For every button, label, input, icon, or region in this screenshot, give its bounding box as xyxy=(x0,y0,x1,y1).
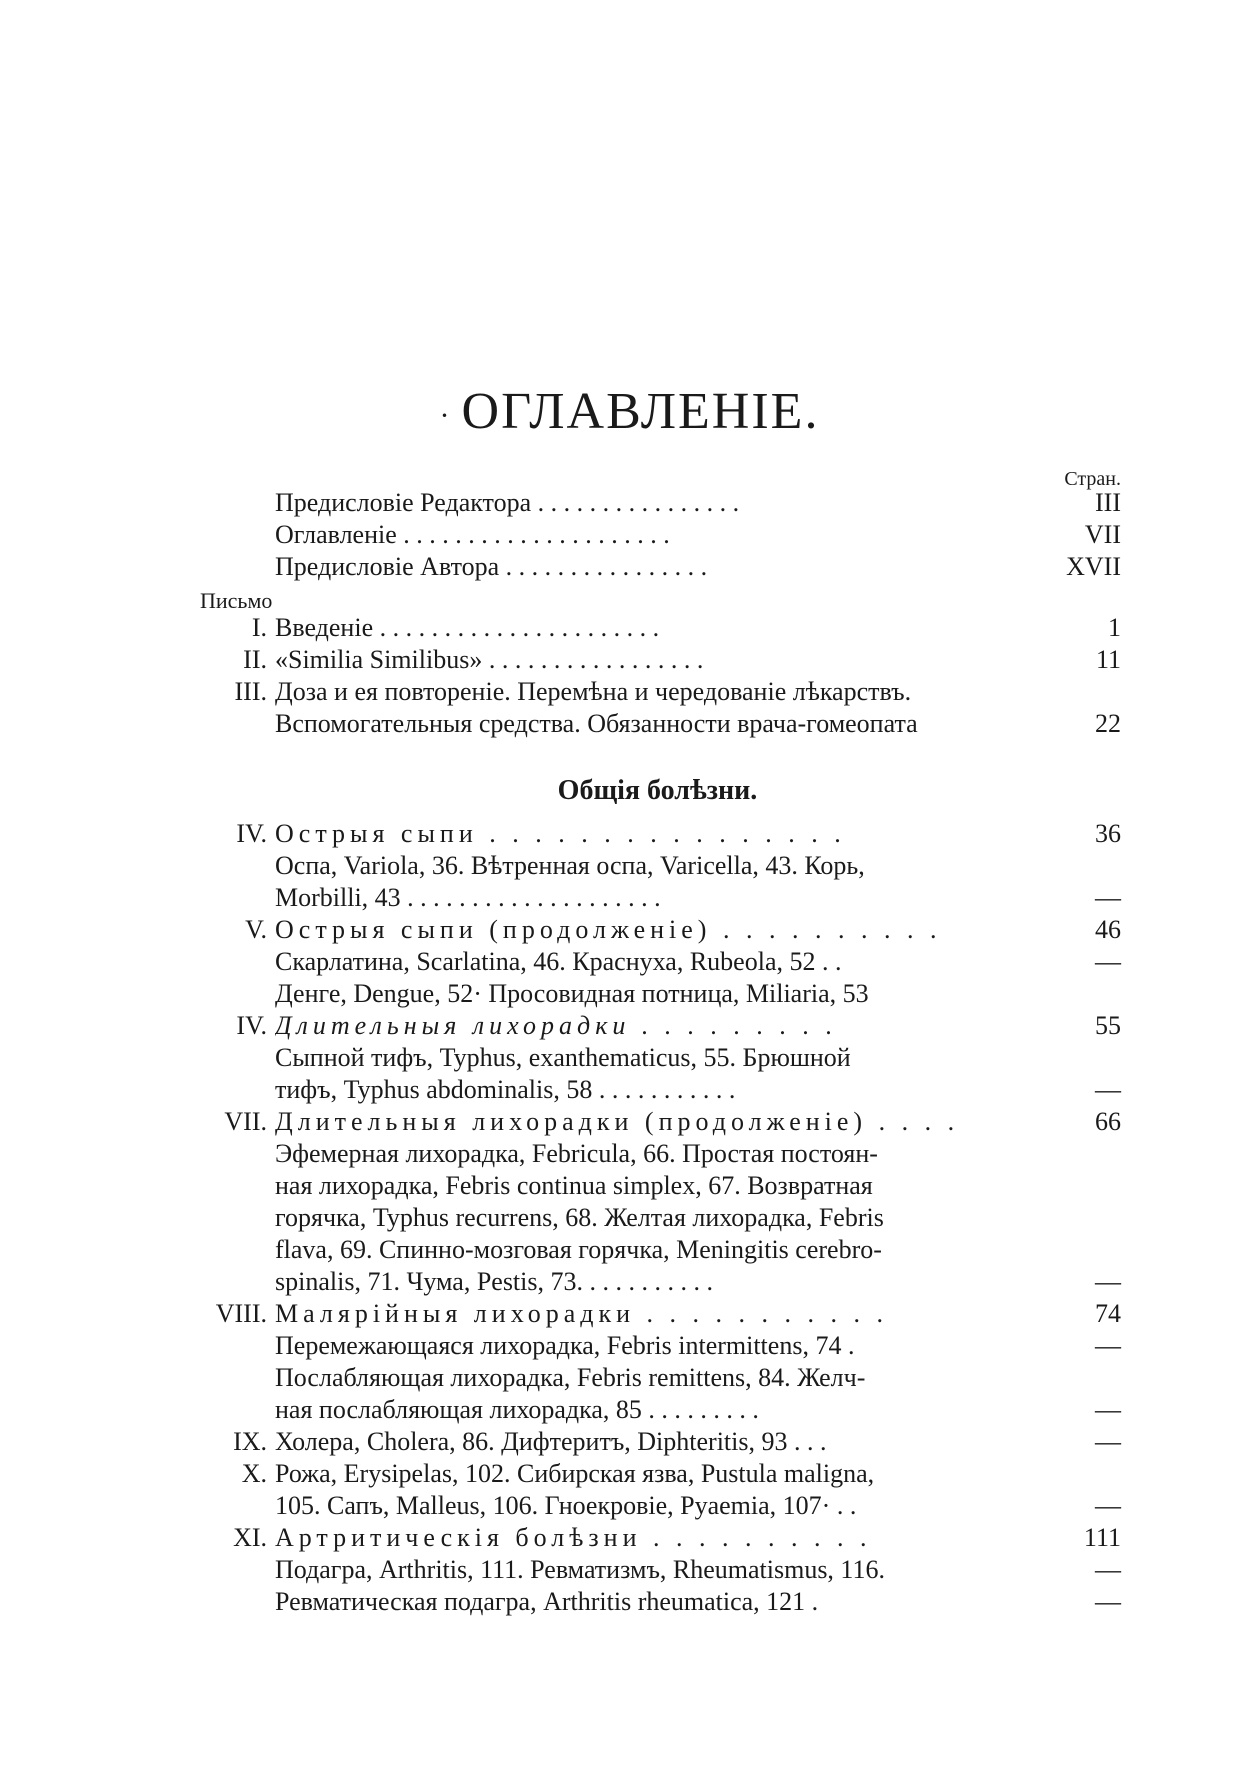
page-column-label: Стран. xyxy=(1064,468,1121,490)
toc-entry-page: 66 xyxy=(1095,1107,1121,1136)
toc-entry-page: — xyxy=(1095,1587,1121,1616)
toc-entry-page: 74 xyxy=(1095,1299,1121,1328)
toc-entry-number: VII. xyxy=(224,1107,267,1136)
toc-row xyxy=(0,882,1259,914)
toc-row xyxy=(0,676,1259,708)
toc-row xyxy=(0,850,1259,882)
toc-row xyxy=(0,1426,1259,1458)
toc-row xyxy=(0,708,1259,740)
toc-row xyxy=(0,1330,1259,1362)
toc-entry-page: — xyxy=(1095,1491,1121,1520)
toc-entry-text: Эфемерная лихорадка, Febricula, 66. Простая постоян- xyxy=(275,1139,878,1168)
toc-entry-page: 46 xyxy=(1095,915,1121,944)
toc-entry-text: Денге, Dengue, 52· Просовидная потница, Miliaria, 53 xyxy=(275,979,869,1008)
toc-entry-page: — xyxy=(1095,1331,1121,1360)
toc-entry-text: Ревматическая подагра, Arthritis rheumatica, 121 . xyxy=(275,1587,819,1616)
toc-entry-text: Введеніе . . . . . . . . . . . . . . . . . . . . . . xyxy=(275,613,660,642)
toc-entry-text: Острыя сыпи (продолженіе) . . . . . . . . . . xyxy=(275,915,942,944)
toc-entry-page: XVII xyxy=(1066,552,1121,581)
toc-entry-text: Длительныя лихорадки (продолженіе) . . . . xyxy=(275,1107,960,1136)
toc-entry-number: X. xyxy=(241,1459,267,1488)
toc-row xyxy=(0,1586,1259,1618)
toc-row xyxy=(0,914,1259,946)
toc-entry-text: Предисловіе Автора . . . . . . . . . . . . . . . . xyxy=(275,552,708,581)
toc-row xyxy=(0,1234,1259,1266)
toc-entry-text: 105. Сапъ, Malleus, 106. Гноекровіе, Pyaemia, 107· . . xyxy=(275,1491,857,1520)
toc-row xyxy=(0,551,1259,583)
toc-entry-page: — xyxy=(1095,883,1121,912)
toc-entry-page: — xyxy=(1095,1075,1121,1104)
toc-entry-number: V. xyxy=(245,915,267,944)
toc-row xyxy=(0,1394,1259,1426)
toc-entry-text: «Similia Similibus» . . . . . . . . . . . . . . . . . xyxy=(275,645,704,674)
toc-row xyxy=(0,1010,1259,1042)
toc-entry-page: III xyxy=(1095,488,1121,517)
toc-entry-text: тифъ, Typhus abdominalis, 58 . . . . . . . . . . . xyxy=(275,1075,736,1104)
toc-entry-number: I. xyxy=(251,613,267,642)
title-dot: · xyxy=(439,399,452,433)
toc-row xyxy=(0,644,1259,676)
toc-entry-page: 22 xyxy=(1095,709,1121,738)
toc-entry-page: VII xyxy=(1084,520,1121,549)
toc-row xyxy=(0,946,1259,978)
toc-row xyxy=(0,487,1259,519)
toc-entry-page: — xyxy=(1095,1395,1121,1424)
toc-entry-text: Подагра, Arthritis, 111. Ревматизмъ, Rheumatismus, 116. xyxy=(275,1555,885,1584)
toc-entry-page: 111 xyxy=(1083,1523,1121,1552)
toc-entry-page: — xyxy=(1095,1427,1121,1456)
toc-row xyxy=(0,1490,1259,1522)
toc-entry-text: Предисловіе Редактора . . . . . . . . . . . . . . . . xyxy=(275,488,740,517)
toc-entry-text: Рожа, Erysipelas, 102. Сибирская язва, Pustula maligna, xyxy=(275,1459,875,1488)
toc-entry-text: горячка, Typhus recurrens, 68. Желтая лихорадка, Febris xyxy=(275,1203,884,1232)
toc-entry-number: II. xyxy=(243,645,267,674)
toc-entry-text: Оглавленіе . . . . . . . . . . . . . . . . . . . . . xyxy=(275,520,670,549)
toc-row xyxy=(0,1554,1259,1586)
toc-entry-text: Острыя сыпи . . . . . . . . . . . . . . . . xyxy=(275,819,846,848)
toc-entry-text: Доза и ея повтореніе. Перемѣна и чередованіе лѣкарствъ. xyxy=(275,677,912,706)
toc-entry-text: Послабляющая лихорадка, Febris remittens, 84. Желч- xyxy=(275,1363,866,1392)
toc-entry-page: — xyxy=(1095,1267,1121,1296)
toc-entry-page: 11 xyxy=(1095,645,1121,674)
toc-entry-text: Morbilli, 43 . . . . . . . . . . . . . . . . . . . . xyxy=(275,883,661,912)
toc-entry-page: — xyxy=(1095,1555,1121,1584)
toc-entry-text: Сыпной тифъ, Typhus, exanthematicus, 55. Брюшной xyxy=(275,1043,851,1072)
toc-entry-page: 55 xyxy=(1095,1011,1121,1040)
page-title xyxy=(0,382,1259,441)
toc-entry-number: IV. xyxy=(236,819,267,848)
toc-entry-text: Перемежающаяся лихорадка, Febris intermittens, 74 . xyxy=(275,1331,855,1360)
toc-entry-text: Вспомогательныя средства. Обязанности врача-гомеопата xyxy=(275,709,918,738)
toc-entry-text: Артритическія болѣзни . . . . . . . . . . xyxy=(275,1523,872,1552)
letter-label: Письмо xyxy=(200,588,273,613)
toc-row xyxy=(0,1202,1259,1234)
toc-row xyxy=(0,1458,1259,1490)
toc-entry-text: flava, 69. Спинно-мозговая горячка, Meningitis cerebro- xyxy=(275,1235,882,1264)
toc-entry-number: XI. xyxy=(233,1523,267,1552)
toc-entry-number: III. xyxy=(234,677,267,706)
toc-row xyxy=(0,1170,1259,1202)
toc-row xyxy=(0,1522,1259,1554)
toc-row xyxy=(0,1266,1259,1298)
toc-entry-text: Оспа, Variola, 36. Вѣтренная оспа, Varicella, 43. Корь, xyxy=(275,851,865,880)
toc-entry-text: Холера, Cholera, 86. Дифтеритъ, Diphteritis, 93 . . . xyxy=(275,1427,827,1456)
toc-row xyxy=(0,1106,1259,1138)
toc-row xyxy=(0,519,1259,551)
toc-entry-page: 1 xyxy=(1108,613,1121,642)
toc-entry-text: ная послабляющая лихорадка, 85 . . . . . . . . . xyxy=(275,1395,759,1424)
toc-row xyxy=(0,1138,1259,1170)
toc-entry-number: VIII. xyxy=(215,1299,267,1328)
toc-row xyxy=(0,1074,1259,1106)
section-heading: Общія болѣзни. xyxy=(557,775,758,806)
title-text: ОГЛАВЛЕНІЕ. xyxy=(461,383,820,440)
toc-entry-text: Скарлатина, Scarlatina, 46. Краснуха, Rubeola, 52 . . xyxy=(275,947,842,976)
toc-entry-number: IV. xyxy=(236,1011,267,1040)
toc-row xyxy=(0,818,1259,850)
toc-entry-number: IX. xyxy=(233,1427,267,1456)
toc-row xyxy=(0,978,1259,1010)
toc-row xyxy=(0,1362,1259,1394)
toc-entry-text: spinalis, 71. Чума, Pestis, 73. . . . . . . . . . . xyxy=(275,1267,714,1296)
toc-row xyxy=(0,1298,1259,1330)
toc-entry-page: — xyxy=(1095,947,1121,976)
toc-row xyxy=(0,612,1259,644)
toc-entry-text: Малярійныя лихорадки . . . . . . . . . . . xyxy=(275,1299,889,1328)
toc-entry-page: 36 xyxy=(1095,819,1121,848)
toc-row xyxy=(0,1042,1259,1074)
toc-entry-text: Длительныя лихорадки . . . . . . . . . xyxy=(275,1011,838,1040)
toc-entry-text: ная лихорадка, Febris continua simplex, 67. Возвратная xyxy=(275,1171,873,1200)
